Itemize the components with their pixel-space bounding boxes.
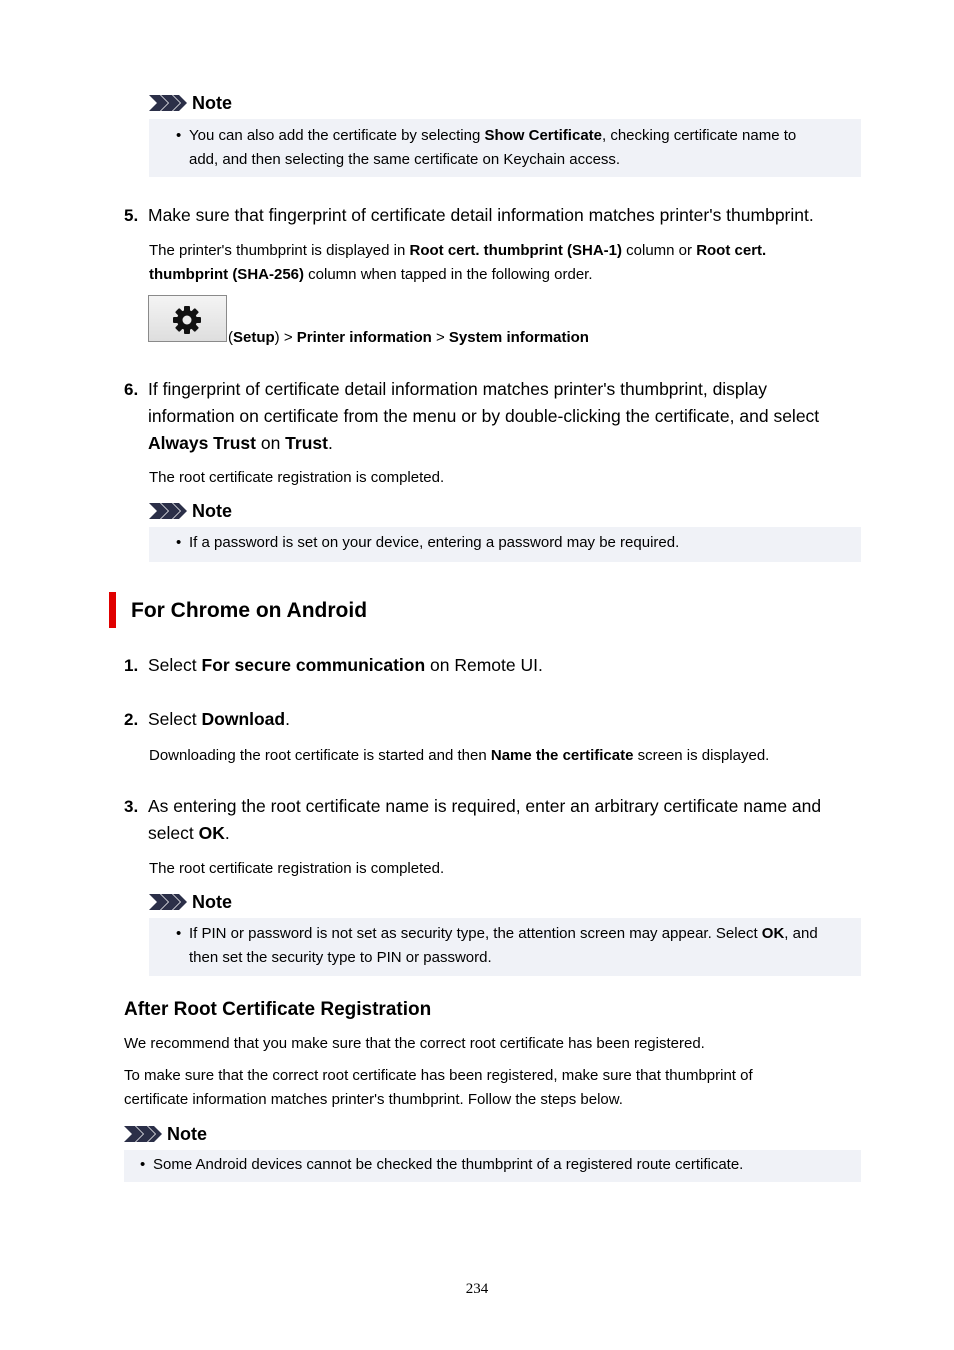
step-number: 2.: [124, 710, 139, 729]
bullet: •: [176, 534, 182, 551]
note-text: Some Android devices cannot be checked the thumbprint of a registered route certificate.: [153, 1156, 744, 1173]
menu-path: (Setup) > Printer information > System information: [228, 329, 589, 346]
note-text: You can also add the certificate by selecting Show Certificate, checking certificate name to add, and then selecting the same certificate on Keychain access.: [189, 127, 797, 168]
step-result: The root certificate registration is completed.: [149, 469, 445, 486]
step-text: Select For secure communication on Remote UI.: [148, 655, 543, 675]
paragraph: To make sure that the correct root certificate has been registered, make sure that thumbprint of certificate information matches printer's thumbprint. Follow the steps below.: [124, 1067, 753, 1108]
note-text: If a password is set on your device, entering a password may be required.: [189, 534, 680, 551]
section-title: For Chrome on Android: [131, 599, 368, 622]
bullet: •: [176, 127, 182, 144]
note-label: Note: [167, 1124, 207, 1144]
step-number: 1.: [124, 656, 139, 675]
note-text: If PIN or password is not set as security type, the attention screen may appear. Select OK, and then set the security type to PIN or password.: [189, 925, 818, 966]
bullet: •: [176, 925, 182, 942]
gear-icon: [172, 305, 202, 335]
note-label: Note: [192, 892, 232, 912]
note-label: Note: [192, 93, 232, 113]
paragraph: We recommend that you make sure that the correct root certificate has been registered.: [124, 1035, 705, 1052]
note-arrows-icon: [149, 503, 189, 519]
step-text: Select Download.: [148, 709, 290, 729]
section-accent-bar: [109, 592, 116, 628]
subsection-title: After Root Certificate Registration: [124, 999, 432, 1020]
step-description: The printer's thumbprint is displayed in Root cert. thumbprint (SHA-1) column or Root cert. thumbprint (SHA-256) column when tapped in the following order.: [149, 242, 767, 283]
step-text: Make sure that fingerprint of certificate detail information matches printer's thumbprint.: [148, 205, 814, 225]
note-box: [149, 119, 861, 177]
note-box: [149, 527, 861, 562]
note-box: [124, 1150, 861, 1182]
page-number: 234: [465, 1281, 489, 1297]
note-arrows-icon: [149, 894, 189, 910]
setup-button[interactable]: [148, 295, 227, 342]
bullet: •: [140, 1156, 146, 1173]
note-arrows-icon: [124, 1126, 164, 1142]
note-label: Note: [192, 501, 232, 521]
step-number: 5.: [124, 206, 139, 225]
step-text: If fingerprint of certificate detail information matches printer's thumbprint, display information on certificate from the menu or by double-clicking the certificate, and select Always Trust on Trust.: [148, 379, 820, 453]
step-description: Downloading the root certificate is started and then Name the certificate screen is displayed.: [149, 747, 770, 764]
note-arrows-icon: [149, 95, 189, 111]
step-number: 3.: [124, 797, 139, 816]
step-number: 6.: [124, 380, 139, 399]
note-box: [149, 918, 861, 976]
step-text: As entering the root certificate name is required, enter an arbitrary certificate name and select OK.: [148, 796, 822, 843]
step-result: The root certificate registration is completed.: [149, 860, 445, 877]
